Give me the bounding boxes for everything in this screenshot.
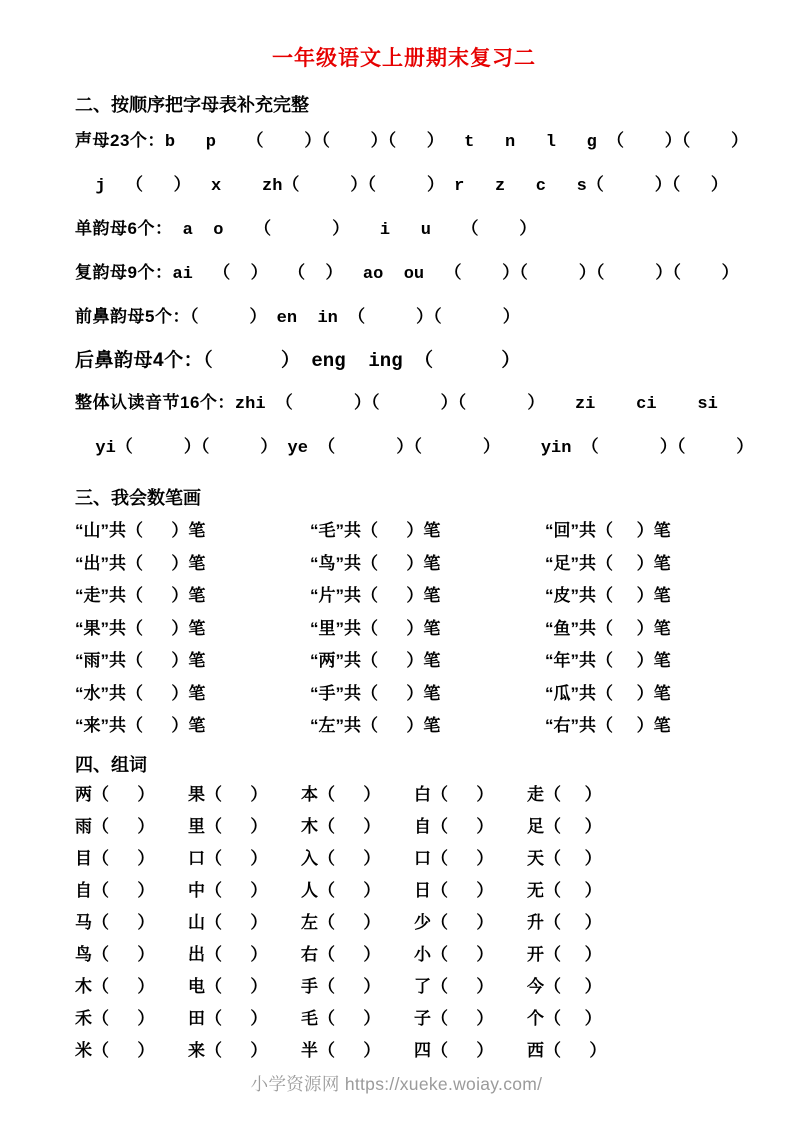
- word-row: [75, 1003, 733, 1035]
- stroke-row: [75, 613, 733, 646]
- word-item: 右（ ）: [301, 944, 381, 964]
- stroke-count-item: “鱼”共（ ）笔: [545, 618, 671, 638]
- pinyin-line-initials-1: [75, 120, 749, 164]
- stroke-row: [75, 580, 733, 613]
- pinyin-line-front-nasal: [75, 296, 733, 340]
- stroke-count-item: “水”共（ ）笔: [75, 683, 206, 703]
- word-item: 西（ ）: [527, 1040, 607, 1060]
- word-item: 鸟（ ）: [75, 944, 155, 964]
- pinyin-line-back-nasal: [75, 340, 733, 382]
- word-item: 走（ ）: [527, 784, 602, 804]
- pinyin-line-content: ai （ ） （ ） ao ou （ ）（ ）（ ）（ ）: [172, 265, 739, 284]
- words-section: [75, 779, 733, 1067]
- word-item: 足（ ）: [527, 816, 602, 836]
- word-item: 口（ ）: [188, 848, 268, 868]
- stroke-count-item: “鸟”共（ ）笔: [310, 553, 441, 573]
- stroke-count-item: “年”共（ ）笔: [545, 651, 671, 670]
- word-item: 禾（ ）: [75, 1008, 155, 1028]
- word-item: 两（ ）: [75, 784, 155, 804]
- stroke-count-item: “足”共（ ）笔: [545, 553, 671, 573]
- word-row: [75, 907, 733, 939]
- word-item: 雨（ ）: [75, 816, 155, 836]
- word-item: 今（ ）: [527, 976, 602, 996]
- pinyin-line-label: 整体认读音节16个：: [75, 393, 235, 412]
- stroke-count-item: “回”共（ ）笔: [545, 521, 671, 540]
- section-heading-alphabet: 二、按顺序把字母表补充完整: [75, 95, 309, 115]
- word-row: [75, 939, 733, 971]
- pinyin-line-label: 复韵母9个：: [75, 263, 173, 282]
- stroke-count-item: “出”共（ ）笔: [75, 553, 206, 573]
- footer-watermark: 小学资源网 https://xueke.woiay.com/: [250, 1074, 543, 1094]
- word-item: 四（ ）: [414, 1040, 494, 1060]
- strokes-section: [75, 515, 733, 743]
- word-item: 子（ ）: [414, 1008, 494, 1028]
- word-row: [75, 811, 733, 843]
- word-item: 木（ ）: [75, 976, 155, 996]
- stroke-row: [75, 548, 733, 581]
- pinyin-line-content: a o （ ） i u （ ）: [172, 221, 537, 240]
- word-item: 毛（ ）: [301, 1008, 381, 1028]
- stroke-row: [75, 645, 733, 678]
- stroke-count-item: “毛”共（ ）笔: [310, 521, 441, 540]
- pinyin-line-label: 单韵母6个：: [75, 219, 173, 238]
- pinyin-line-compound-finals: [75, 252, 739, 296]
- word-item: 出（ ）: [188, 944, 268, 964]
- stroke-count-item: “皮”共（ ）笔: [545, 586, 671, 605]
- word-item: 果（ ）: [188, 784, 268, 804]
- stroke-count-item: “雨”共（ ）笔: [75, 651, 206, 670]
- word-item: 无（ ）: [527, 880, 602, 900]
- pinyin-line-label: 后鼻韵母4个：: [75, 350, 204, 371]
- stroke-count-item: “果”共（ ）笔: [75, 618, 206, 638]
- pinyin-line-initials-2: [75, 164, 733, 208]
- word-item: 本（ ）: [301, 784, 381, 804]
- pinyin-line-label: 声母23个：: [75, 131, 165, 150]
- word-item: 人（ ）: [301, 880, 381, 900]
- word-item: 来（ ）: [188, 1040, 268, 1060]
- word-row: [75, 843, 733, 875]
- word-item: 手（ ）: [301, 976, 381, 996]
- stroke-count-item: “手”共（ ）笔: [310, 683, 441, 703]
- stroke-row: [75, 678, 733, 711]
- stroke-count-item: “右”共（ ）笔: [545, 716, 671, 735]
- pinyin-line-content: （ ） en in （ ）（ ）: [189, 309, 520, 328]
- word-item: 个（ ）: [527, 1008, 602, 1028]
- pinyin-line-whole-syllables-2: [75, 426, 754, 470]
- stroke-count-item: “两”共（ ）笔: [310, 651, 441, 670]
- word-item: 左（ ）: [301, 912, 381, 932]
- word-item: 天（ ）: [527, 848, 602, 868]
- stroke-count-item: “片”共（ ）笔: [310, 586, 441, 605]
- word-item: 自（ ）: [75, 880, 155, 900]
- word-row: [75, 1035, 733, 1067]
- stroke-count-item: “里”共（ ）笔: [310, 618, 441, 638]
- stroke-row: [75, 515, 733, 548]
- word-item: 木（ ）: [301, 816, 381, 836]
- word-item: 口（ ）: [414, 848, 494, 868]
- word-item: 中（ ）: [188, 880, 268, 900]
- word-row: [75, 971, 733, 1003]
- word-item: 米（ ）: [75, 1040, 155, 1060]
- pinyin-line-content: b p （ ）（ ）（ ） t n l g （ ）（ ）: [164, 133, 749, 152]
- word-item: 目（ ）: [75, 848, 155, 868]
- word-item: 半（ ）: [301, 1040, 381, 1060]
- stroke-count-item: “来”共（ ）笔: [75, 716, 206, 735]
- word-row: [75, 875, 733, 907]
- word-item: 电（ ）: [188, 976, 268, 996]
- pinyin-line-content: （ ） eng ing （ ）: [203, 350, 521, 372]
- pinyin-line-whole-syllables-1: [75, 382, 733, 426]
- stroke-count-item: “瓜”共（ ）笔: [545, 683, 671, 703]
- pinyin-line-simple-finals: [75, 208, 733, 252]
- stroke-row: [75, 710, 733, 743]
- pinyin-line-label: 前鼻韵母5个：: [75, 307, 190, 326]
- word-item: 里（ ）: [188, 816, 268, 836]
- word-item: 入（ ）: [301, 848, 381, 868]
- word-item: 田（ ）: [188, 1008, 268, 1028]
- word-item: 了（ ）: [414, 976, 494, 996]
- pinyin-line-content: j （ ） x zh（ ）（ ） r z c s（ ）（ ）: [75, 177, 728, 196]
- word-item: 日（ ）: [414, 880, 494, 900]
- word-item: 少（ ）: [414, 912, 494, 932]
- stroke-count-item: “山”共（ ）笔: [75, 521, 206, 540]
- word-item: 马（ ）: [75, 912, 155, 932]
- alphabet-section: [75, 120, 754, 470]
- pinyin-line-content: zhi （ ）（ ）（ ） zi ci si: [234, 395, 718, 414]
- section-heading-words: 四、组词: [75, 754, 147, 775]
- page-title: 一年级语文上册期末复习二: [272, 47, 536, 70]
- pinyin-line-content: yi（ ）（ ） ye （ ）（ ） yin （ ）（ ）: [75, 439, 754, 458]
- word-item: 开（ ）: [527, 944, 602, 964]
- word-item: 升（ ）: [527, 912, 602, 932]
- word-item: 小（ ）: [414, 944, 494, 964]
- word-item: 山（ ）: [188, 912, 268, 932]
- stroke-count-item: “左”共（ ）笔: [310, 716, 441, 735]
- word-item: 白（ ）: [414, 784, 494, 804]
- stroke-count-item: “走”共（ ）笔: [75, 586, 206, 605]
- section-heading-strokes: 三、我会数笔画: [75, 488, 201, 508]
- word-row: [75, 779, 733, 811]
- word-item: 自（ ）: [414, 816, 494, 836]
